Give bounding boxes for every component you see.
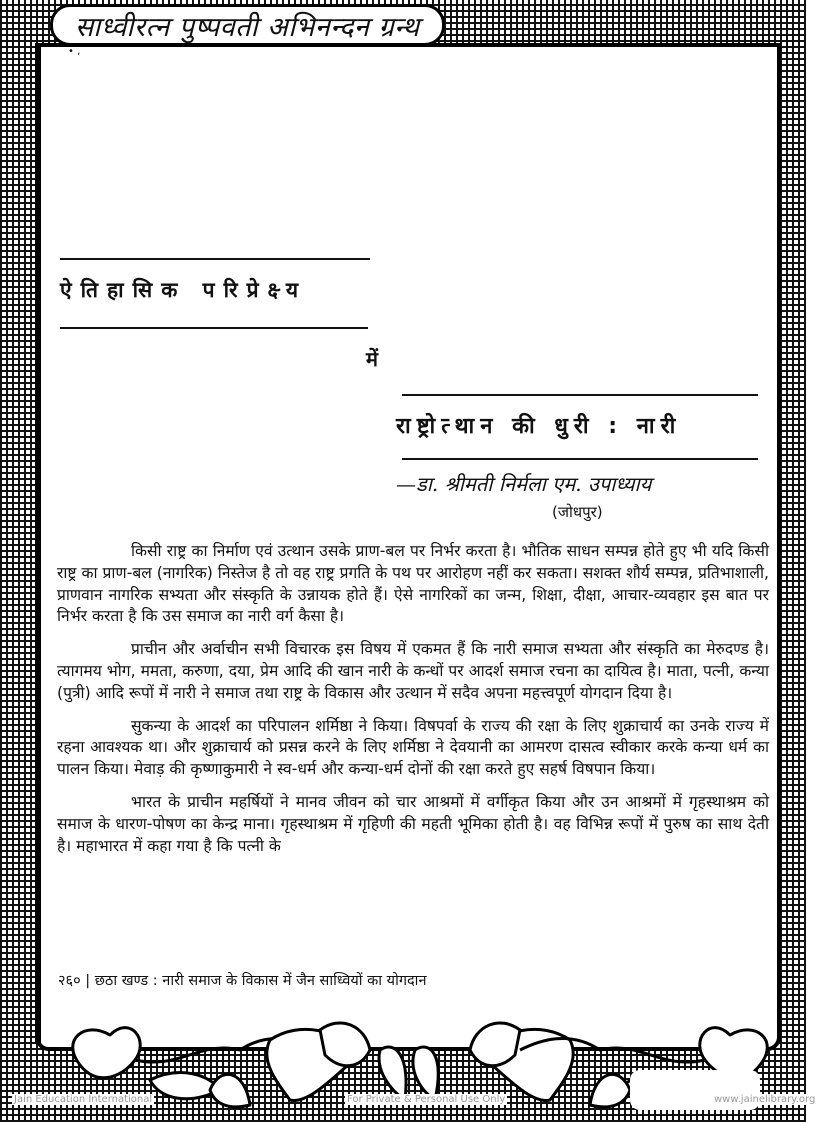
watermark-right[interactable]: www.jainelibrary.org	[714, 1094, 816, 1105]
title-rule-upper-right	[402, 394, 758, 396]
paragraph: प्राचीन और अर्वाचीन सभी विचारक इस विषय में एकमत हैं कि नारी समाज सभ्यता और संस्कृति का मेरुदण्ड है। त्यागमय भोग, ममता, करुणा, दया, प्रेम आदि की खान नारी के कन्धों पर आदर्श समाज रचना का दायित्व है। माता, पत्नी, कन्या (पुत्री) आदि रूपों में नारी ने समाज तथा राष्ट्र के विकास और उत्थान में सदैव अपना महत्त्वपूर्ण योगदान दिया है।	[57, 640, 769, 702]
title-rule-top	[60, 258, 370, 260]
article-author: —डा. श्रीमती निर्मला एम. उपाध्याय	[396, 472, 652, 496]
paragraph: किसी राष्ट्र का निर्माण एवं उत्थान उसके प्राण-बल पर निर्भर करता है। भौतिक साधन सम्पन्न होते हुए भी यदि किसी राष्ट्र का प्राण-बल (नागरिक) निस्तेज है तो वह राष्ट्र प्रगति के पथ पर आरोहण नहीं कर सकता। सशक्त शौर्य सम्पन्न, प्रतिभाशाली, प्राणवान नागरिक सभ्यता और संस्कृति के उन्नायक होते हैं। ऐसे नागरिकों का जन्म, शिक्षा, दीक्षा, आचार-व्यवहार इस बात पर निर्भर करता है कि उस समाज का नारी वर्ग कैसा है।	[57, 542, 769, 626]
book-title-banner	[50, 4, 445, 46]
page-number: २६०	[58, 973, 81, 989]
title-rule-middle	[60, 327, 368, 329]
article-title-line1: ऐतिहासिक परिप्रेक्ष्य	[60, 278, 308, 302]
article-body	[57, 541, 769, 868]
page-footer	[58, 970, 427, 990]
watermark-left: Jain Education International	[14, 1094, 153, 1105]
section-title: छठा खण्ड : नारी समाज के विकास में जैन साध्वियों का योगदान	[94, 973, 427, 989]
article-title-line2: राष्ट्रोत्थान की धुरी : नारी	[396, 414, 682, 439]
watermark-center: For Private & Personal Use Only	[347, 1094, 506, 1105]
paragraph: सुकन्या के आदर्श का परिपालन शर्मिष्ठा ने किया। विषपर्वा के राज्य की रक्षा के लिए शुक्राचार्य का उनके राज्य में रहना आवश्यक था। और शुक्राचार्य को प्रसन्न करने के लिए शर्मिष्ठा ने देवयानी का आमरण दासत्व स्वीकार करके कन्या धर्म का पालन किया। मेवाड़ की कृष्णाकुमारी ने स्व-धर्म और कन्या-धर्म दोनों की रक्षा करते हुए सहर्ष विषपान किया।	[57, 716, 769, 779]
footer-separator: |	[85, 973, 91, 989]
article-title-connector: में	[366, 347, 378, 371]
title-rule-lower-right	[402, 458, 758, 460]
author-location: (जोधपुर)	[552, 503, 603, 521]
paragraph: भारत के प्राचीन महर्षियों ने मानव जीवन को चार आश्रमों में वर्गीकृत किया और उन आश्रमों में गृहस्थाश्रम को समाज के धारण-पोषण का केन्द्र माना। गृहस्थाश्रम में गृहिणी की महती भूमिका होती है। वह विभिन्न रूपों में पुरुष का साथ देती है। महाभारत में कहा गया है कि पत्नी के	[57, 792, 769, 855]
book-title: साध्वीरत्न पुष्पवती अभिनन्दन ग्रन्थ	[75, 11, 420, 43]
print-marks: • ,	[68, 46, 81, 57]
